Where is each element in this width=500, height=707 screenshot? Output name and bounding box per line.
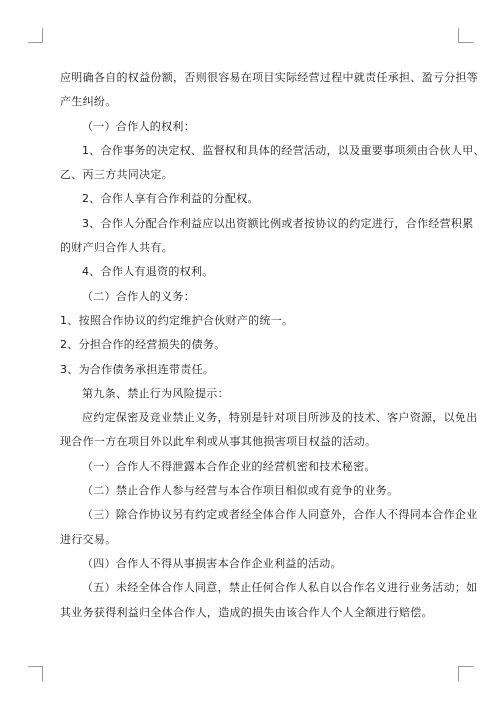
crop-mark-bottom-right [458, 666, 473, 681]
text-line: 应约定保密及竞业禁止义务，特别是针对项目所涉及的技术、客户资源，以免出 [82, 411, 478, 425]
text-line: （二）禁止合作人参与经营与本合作项目相似或有竞争的业务。 [82, 484, 399, 498]
text-line: 4、合作人有退资的权利。 [82, 265, 214, 279]
text-line: 乙、丙三方共同决定。 [60, 168, 173, 182]
text-line: 进行交易。 [60, 532, 117, 546]
text-line: （三）除合作协议另有约定或者经全体合作人同意外，合作人不得同本合作企业 [82, 508, 478, 522]
document-body [60, 66, 485, 625]
text-line: 的财产归合作人共有。 [60, 241, 173, 255]
text-line: 其业务获得利益归全体合作人，造成的损失由该合作人个人全额进行赔偿。 [60, 605, 433, 619]
text-line: 第九条、禁止行为风险提示： [82, 386, 229, 400]
text-line: 2、合作人享有合作利益的分配权。 [82, 192, 259, 206]
text-line: （一）合作人不得泄露本合作企业的经营机密和技术秘密。 [82, 459, 376, 473]
text-line: 3、为合作债务承担连带责任。 [60, 362, 215, 376]
text-line: （二）合作人的义务： [82, 289, 195, 303]
text-line: 现合作一方在项目外以此牟利或从事其他损害项目权益的活动。 [60, 435, 377, 449]
text-line: 1、合作事务的决定权、监督权和具体的经营活动，以及重要事项须由合伙人甲、 [82, 143, 485, 157]
crop-mark-top-left [28, 28, 43, 43]
text-line: （五）未经全体合作人同意，禁止任何合作人私自以合作名义进行业务活动；如 [82, 581, 478, 595]
text-line: 产生纠纷。 [60, 95, 117, 109]
crop-mark-top-right [458, 28, 473, 43]
text-line: 应明确各自的权益份额，否则很容易在项目实际经营过程中就责任承担、盈亏分担等 [60, 71, 479, 84]
text-line: 1、按照合作协议的约定维护合伙财产的统一。 [60, 313, 294, 327]
text-line: （一）合作人的权利： [82, 119, 195, 133]
text-line: 3、合作人分配合作利益应以出资额比例或者按协议的约定进行，合作经营积累 [82, 216, 474, 230]
crop-mark-bottom-left [28, 666, 43, 681]
text-line: （四）合作人不得从事损害本合作企业利益的活动。 [82, 556, 342, 570]
text-line: 2、分担合作的经营损失的债务。 [60, 338, 226, 352]
